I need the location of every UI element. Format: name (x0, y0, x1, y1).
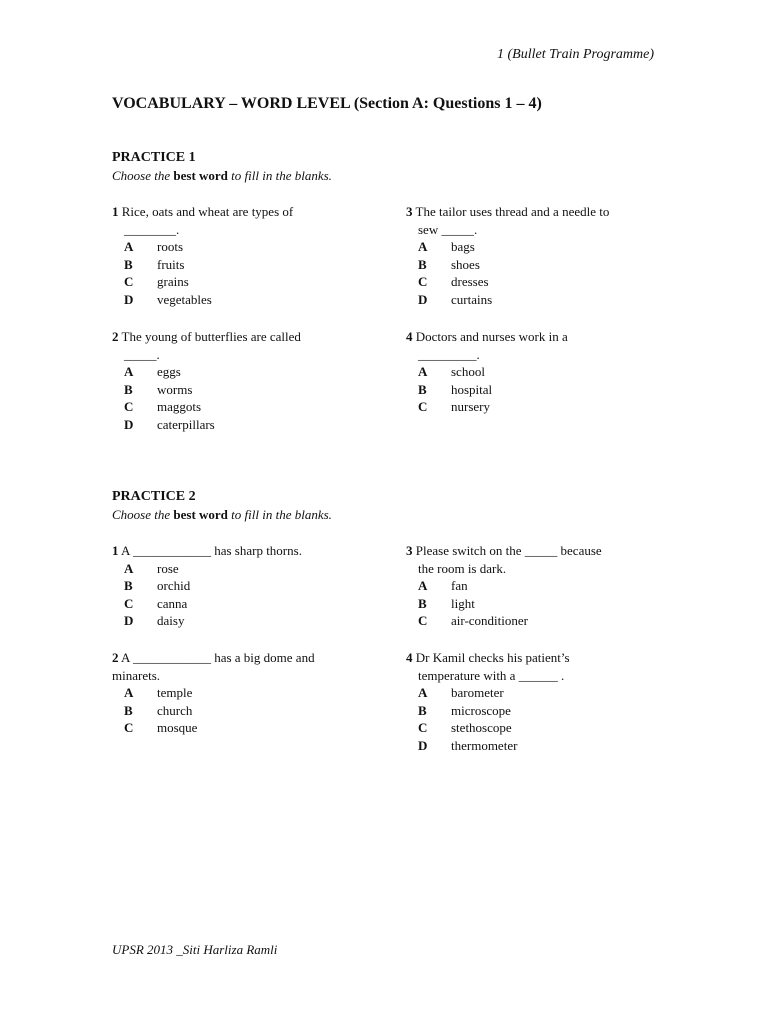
option-b[interactable]: B worms (124, 381, 193, 397)
option-c[interactable]: C stethoscope (418, 720, 512, 736)
practice-title: PRACTICE 2 (112, 489, 196, 504)
question-stem: 4 Dr Kamil checks his patient’s (406, 650, 570, 665)
option-b[interactable]: B light (418, 595, 475, 611)
option-a[interactable]: A eggs (124, 364, 181, 380)
option-a[interactable]: A barometer (418, 685, 504, 701)
header-programme: 1 (Bullet Train Programme) (497, 47, 654, 62)
footer-text: UPSR 2013 _Siti Harliza Ramli (112, 942, 278, 957)
option-a[interactable]: A fan (418, 578, 468, 594)
practice-2-section (112, 488, 672, 753)
question-stem-line2: the room is dark. (418, 560, 507, 576)
option-d[interactable]: D thermometer (418, 737, 518, 753)
option-d[interactable]: D curtains (418, 291, 493, 307)
practice-1-section (112, 149, 672, 432)
question-1 (112, 542, 382, 630)
option-d[interactable]: D vegetables (124, 291, 212, 307)
question-stem: 4 Doctors and nurses work in a (406, 329, 568, 344)
option-a[interactable]: A school (418, 364, 485, 380)
question-2 (112, 328, 372, 434)
question-2 (112, 649, 382, 737)
question-stem: 1 Rice, oats and wheat are types of (112, 204, 294, 219)
question-4 (406, 649, 666, 755)
option-c[interactable]: C maggots (124, 399, 202, 415)
option-d[interactable]: D daisy (124, 613, 185, 629)
option-c[interactable]: C air-conditioner (418, 613, 528, 629)
question-stem: 2 A ____________ has a big dome and (112, 650, 315, 665)
question-3 (406, 542, 666, 630)
practice-title: PRACTICE 1 (112, 150, 196, 165)
option-a[interactable]: A roots (124, 239, 183, 255)
question-stem-line2: minarets. (112, 667, 161, 683)
instruction: Choose the best word to fill in the blanks. (112, 168, 332, 183)
option-d[interactable]: D caterpillars (124, 416, 215, 432)
question-stem: 3 The tailor uses thread and a needle to (406, 204, 610, 219)
option-c[interactable]: C mosque (124, 720, 198, 736)
option-c[interactable]: C canna (124, 595, 188, 611)
question-3 (406, 203, 666, 309)
option-b[interactable]: B shoes (418, 256, 480, 272)
question-stem: 2 The young of butterflies are called (112, 329, 301, 344)
instruction: Choose the best word to fill in the blanks. (112, 507, 332, 522)
option-c[interactable]: C dresses (418, 274, 489, 290)
question-stem-line2: ________. (124, 221, 180, 237)
question-stem-line2: sew _____. (418, 221, 478, 237)
question-stem-line2: temperature with a ______ . (418, 667, 565, 683)
question-1 (112, 203, 372, 309)
question-stem-line2: _________. (418, 346, 480, 362)
option-b[interactable]: B microscope (418, 702, 511, 718)
option-a[interactable]: A rose (124, 560, 179, 576)
option-b[interactable]: B church (124, 702, 193, 718)
page-title: VOCABULARY – WORD LEVEL (Section A: Questions 1 – 4) (112, 95, 542, 112)
question-stem: 3 Please switch on the _____ because (406, 543, 602, 558)
option-c[interactable]: C nursery (418, 399, 490, 415)
option-b[interactable]: B orchid (124, 578, 191, 594)
option-b[interactable]: B hospital (418, 381, 493, 397)
option-a[interactable]: A bags (418, 239, 475, 255)
option-b[interactable]: B fruits (124, 256, 185, 272)
option-c[interactable]: C grains (124, 274, 189, 290)
question-4 (406, 328, 666, 416)
option-a[interactable]: A temple (124, 685, 193, 701)
question-stem-line2: _____. (124, 346, 160, 362)
question-stem: 1 A ____________ has sharp thorns. (112, 543, 302, 558)
